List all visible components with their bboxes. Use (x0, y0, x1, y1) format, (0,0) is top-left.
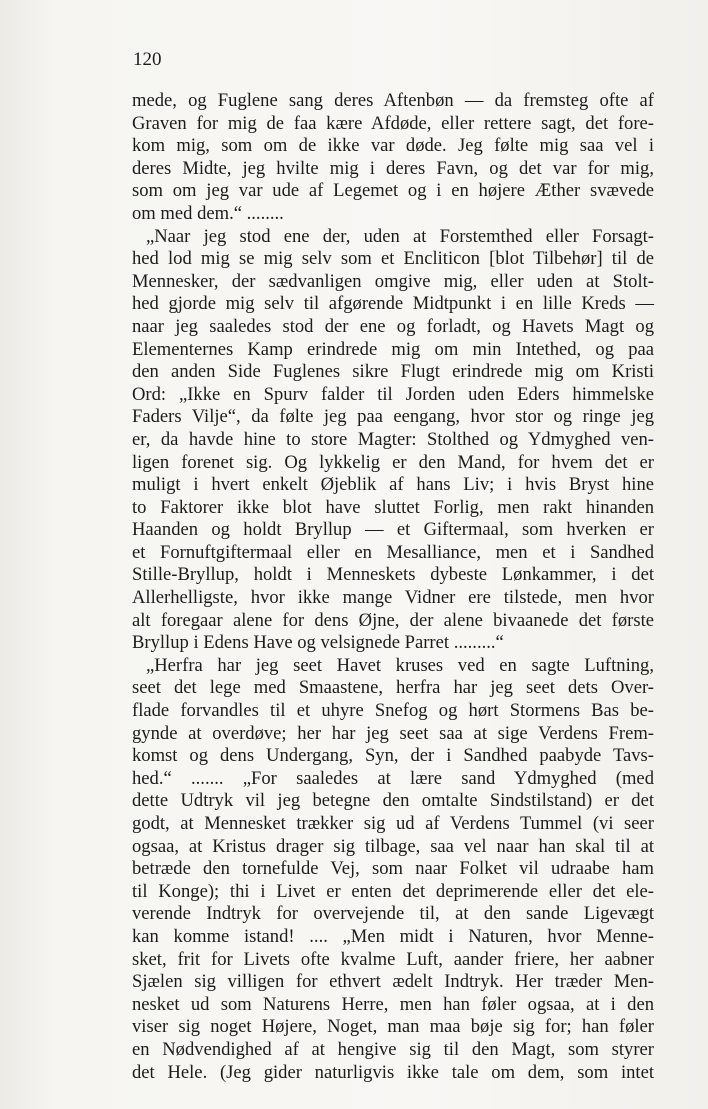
page-number: 120 (133, 49, 162, 70)
text-line: Haanden og holdt Bryllup — et Giftermaal, som hverken er (132, 519, 654, 541)
text-line: betræde den tornefulde Vej, som naar Folket vil udraabe ham (132, 858, 654, 880)
text-line: gynde at overdøve; her har jeg seet saa at sige Verdens Frem- (132, 722, 654, 744)
text-line: den anden Side Fuglenes sikre Flugt erindrede mig om Kristi (132, 361, 654, 383)
text-line: som om jeg var ude af Legemet og i en højere Æther svævede (132, 180, 654, 202)
text-line: Ord: „Ikke en Spurv falder til Jorden uden Eders himmelske (132, 383, 654, 405)
text-line: om med dem.“ ........ (132, 202, 284, 224)
text-line: Bryllup i Edens Have og velsignede Parret .........“ (132, 632, 504, 654)
text-line: er, da havde hine to store Magter: Stolthed og Ydmyghed ven- (132, 428, 654, 450)
body-text (132, 90, 654, 1084)
text-line: dette Udtryk vil jeg betegne den omtalte Sindstilstand) er det (132, 790, 654, 812)
text-line: sket, frit for Livets ofte kvalme Luft, aander friere, her aabner (132, 948, 654, 970)
text-line: ligen forenet sig. Og lykkelig er den Mand, for hvem det er (132, 451, 654, 473)
text-line: nesket ud som Naturens Herre, men han føler ogsaa, at i den (132, 993, 654, 1015)
text-line: verende Indtryk for overvejende til, at den sande Ligevægt (132, 903, 654, 925)
text-line: „Herfra har jeg seet Havet kruses ved en sagte Luftning, (146, 654, 654, 676)
text-line: godt, at Mennesket trækker sig ud af Verdens Tummel (vi seer (132, 813, 654, 834)
text-line: to Faktorer ikke blot have sluttet Forlig, men rakt hinanden (132, 496, 654, 518)
text-line: seet det lege med Smaastene, herfra har jeg seet dets Over- (132, 677, 654, 699)
text-line: viser sig noget Højere, Noget, man maa bøje sig for; han føler (132, 1016, 654, 1038)
text-line: komst og dens Undergang, Syn, der i Sandhed paabyde Tavs- (132, 745, 654, 767)
text-line: Faders Vilje“, da følte jeg paa eengang, hvor stor og ringe jeg (132, 406, 654, 428)
text-line: deres Midte, jeg hvilte mig i deres Favn, og det var for mig, (132, 157, 654, 179)
text-line: Allerhelligste, hvor ikke mange Vidner ere tilstede, men hvor (132, 587, 654, 609)
text-line: alt foregaar alene for dens Øjne, der alene bivaanede det første (132, 609, 654, 631)
text-line: Stille-Bryllup, holdt i Menneskets dybeste Lønkammer, i det (132, 564, 654, 586)
text-line: et Fornuftgiftermaal eller en Mesalliance, men et i Sandhed (132, 541, 654, 563)
text-line: Elementernes Kamp erindrede mig om min Intethed, og paa (132, 338, 654, 360)
text-line: muligt i hvert enkelt Øjeblik af hans Liv; i hvis Bryst hine (132, 474, 654, 496)
text-line: Graven for mig de faa kære Afdøde, eller rettere sagt, det fore- (132, 112, 654, 134)
text-line: „Naar jeg stod ene der, uden at Forstemthed eller Forsagt- (146, 225, 654, 247)
text-line: Sjælen sig villigen for ethvert ædelt Indtryk. Her træder Men- (132, 971, 654, 993)
text-line: mede, og Fuglene sang deres Aftenbøn — da fremsteg ofte af (132, 90, 654, 111)
text-line: hed lod mig se mig selv som et Encliticon [blot Tilbehør] til de (132, 248, 654, 270)
text-line: ogsaa, at Kristus drager sig tilbage, saa vel naar han skal til at (132, 835, 654, 857)
text-line: det Hele. (Jeg gider naturligvis ikke tale om dem, som intet (132, 1061, 654, 1083)
text-line: flade forvandles til et uhyre Snefog og hørt Stormens Bas be- (132, 700, 654, 722)
text-line: kom mig, som om de ikke var døde. Jeg følte mig saa vel i (132, 135, 654, 157)
text-line: hed gjorde mig selv til afgørende Midtpunkt i en lille Kreds — (132, 293, 654, 315)
text-line: Mennesker, der sædvanligen omgive mig, eller uden at Stolt- (132, 270, 654, 292)
text-line: kan komme istand! .... „Men midt i Naturen, hvor Menne- (132, 925, 654, 947)
text-line: hed.“ ....... „For saaledes at lære sand Ydmyghed (med (132, 767, 654, 789)
text-line: til Konge); thi i Livet er enten det deprimerende eller det ele- (132, 880, 654, 902)
text-line: en Nødvendighed af at hengive sig til den Magt, som styrer (132, 1038, 654, 1060)
text-line: naar jeg saaledes stod der ene og forladt, og Havets Magt og (132, 315, 654, 337)
